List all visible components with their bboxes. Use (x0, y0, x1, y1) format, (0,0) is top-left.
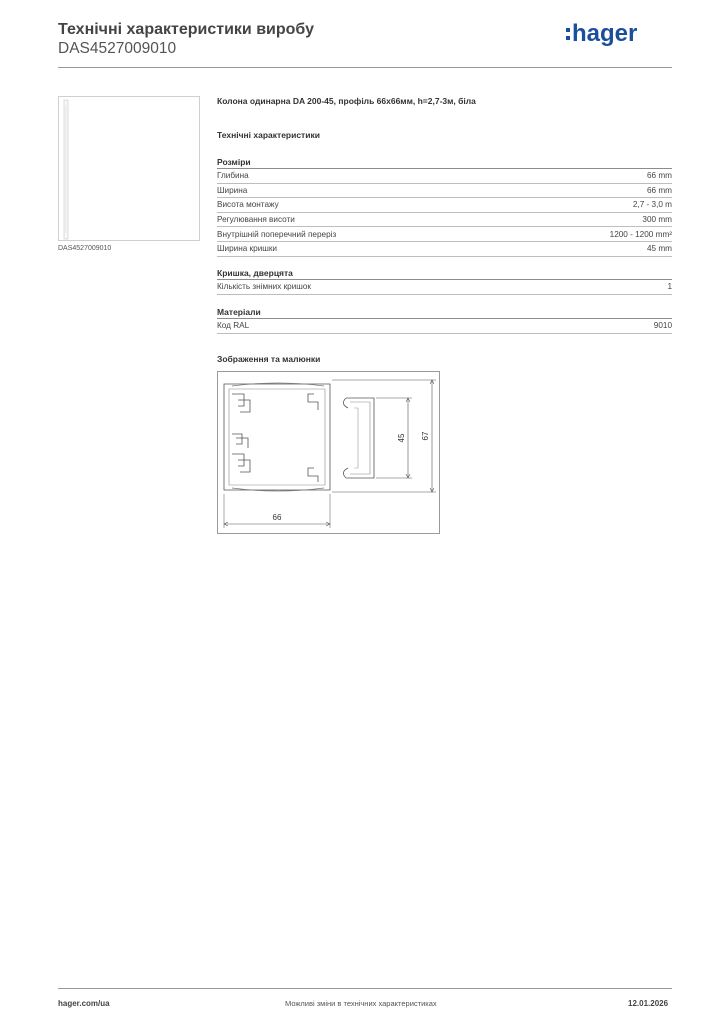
spec-label: Регулювання висоти (217, 215, 295, 225)
section-dimensions (217, 156, 672, 257)
product-name: Колона одинарна DA 200-45, профіль 66х66мм, h=2,7-3м, біла (217, 96, 476, 106)
product-image-frame (58, 96, 200, 241)
spec-label: Ширина кришки (217, 244, 277, 254)
spec-row (217, 319, 672, 334)
header-divider (58, 67, 672, 68)
dimension-cover-label: 45 (397, 433, 406, 443)
spec-label: Висота монтажу (217, 200, 279, 210)
footer-divider (58, 988, 672, 989)
spec-value: 2,7 - 3,0 m (632, 200, 672, 210)
section-cover-doors (217, 267, 672, 295)
spec-value: 66 mm (646, 171, 672, 181)
drawings-heading: Зображення та малюнки (217, 354, 321, 364)
footer-date: 12.01.2026 (628, 999, 669, 1008)
spec-value: 300 mm (642, 215, 672, 225)
product-image (59, 97, 199, 240)
product-code: DAS4527009010 (58, 40, 177, 57)
spec-label: Внутрішній поперечний переріз (217, 229, 337, 239)
profile-cross-section-drawing (218, 372, 439, 533)
spec-value: 1 (667, 282, 672, 292)
spec-row (217, 184, 672, 199)
footer-website-link[interactable]: hager.com/ua (58, 999, 110, 1008)
section-title: Розміри (217, 156, 672, 169)
product-image-caption: DAS4527009010 (58, 245, 112, 252)
spec-row (217, 242, 672, 257)
section-materials (217, 306, 672, 334)
spec-value: 66 mm (646, 185, 672, 195)
spec-label: Глибина (217, 171, 249, 181)
spec-row (217, 213, 672, 228)
spec-row (217, 227, 672, 242)
logo-text: hager (572, 20, 638, 47)
section-title: Матеріали (217, 306, 672, 319)
technical-drawing-frame (217, 371, 440, 534)
section-title: Кришка, дверцята (217, 267, 672, 280)
spec-label: Код RAL (217, 321, 250, 331)
spec-value: 45 mm (646, 244, 672, 254)
spec-label: Кількість знімних кришок (217, 282, 312, 292)
document-title: Технічні характеристики виробу (58, 21, 314, 38)
spec-label: Ширина (217, 185, 248, 195)
specs-heading: Технічні характеристики (217, 130, 320, 140)
footer-note: Можливі зміни в технічних характеристиках (285, 999, 437, 1008)
dimension-width-label: 66 (272, 513, 282, 522)
dimension-height-label: 67 (421, 431, 430, 441)
hager-logo (565, 18, 665, 48)
spec-value: 1200 - 1200 mm² (609, 229, 672, 239)
spec-row (217, 169, 672, 184)
spec-row (217, 198, 672, 213)
spec-row (217, 280, 672, 295)
spec-value: 9010 (653, 321, 672, 331)
